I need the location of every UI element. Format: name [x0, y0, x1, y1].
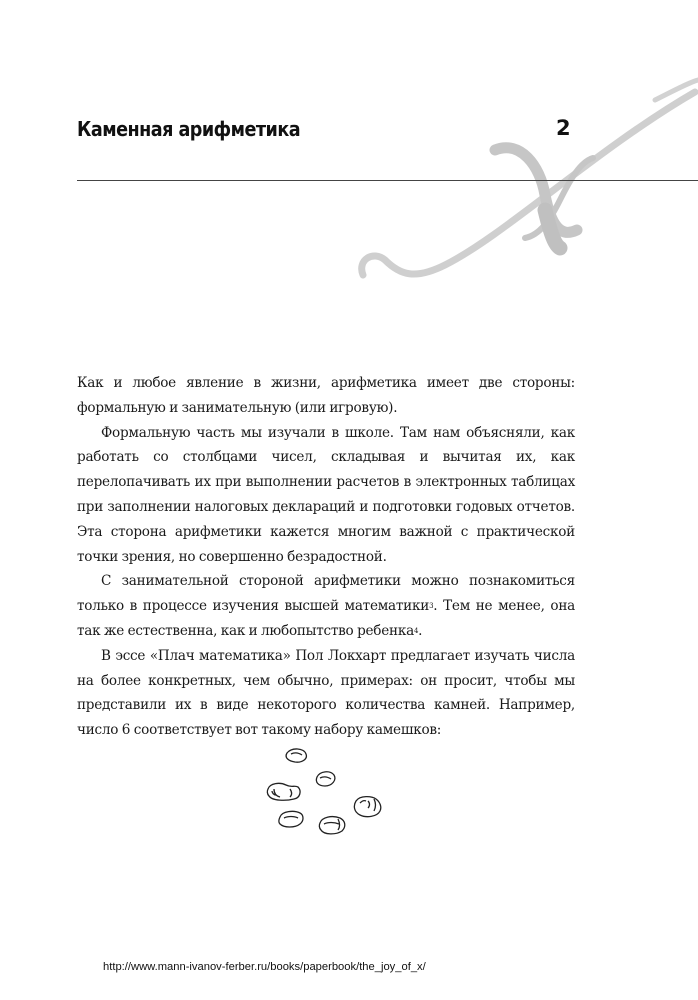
- footnote-ref-4[interactable]: 4: [413, 626, 419, 635]
- footer-url[interactable]: http://www.mann-ivanov-ferber.ru/books/paperbook/the_joy_of_x/: [103, 961, 426, 973]
- paragraph-1: Как и любое явление в жизни, арифметика имеет две стороны: формальную и занимательную (или игровую).: [77, 375, 575, 416]
- footnote-ref-3[interactable]: 3: [429, 602, 434, 611]
- pebble: [354, 797, 380, 817]
- paragraph-3-part-b: . Тем не менее, она так же естественна, как и любопытство ребенка: [77, 598, 575, 639]
- paragraph-4: В эссе «Плач математика» Пол Локхарт предлагает изучать числа на более конкретных, чем обычно, примерах: он просит, чтобы мы представили их в виде некоторого количества камней. Например, число 6 соответствует вот такому набору камешков:: [77, 647, 575, 739]
- decorative-x-watermark: [355, 70, 698, 300]
- pebble: [279, 811, 303, 827]
- six-pebbles-illustration: [262, 745, 390, 837]
- pebble: [267, 783, 300, 800]
- pebble: [316, 772, 334, 786]
- chapter-number: 2: [556, 116, 571, 140]
- header-divider: [77, 180, 698, 181]
- paragraph-3-part-c: .: [418, 622, 423, 639]
- body-text: [77, 371, 575, 743]
- pebble: [319, 817, 344, 834]
- pebble: [286, 749, 306, 762]
- chapter-title: Каменная арифметика: [77, 117, 301, 141]
- paragraph-3-part-a: С занимательной стороной арифметики можно познакомиться только в процессе изучения высшей математики: [77, 573, 575, 615]
- paragraph-2: Формальную часть мы изучали в школе. Там нам объясняли, как работать со столбцами чисел, складывая и вычитая их, как перелопачивать их при выполнении расчетов в электронных таблицах при заполнении налоговых деклараций и подготовки годовых отчетов. Эта сторона арифметики кажется многим важной с практической точки зрения, но совершенно безрадостной.: [77, 424, 575, 565]
- paragraph-3: [77, 569, 575, 643]
